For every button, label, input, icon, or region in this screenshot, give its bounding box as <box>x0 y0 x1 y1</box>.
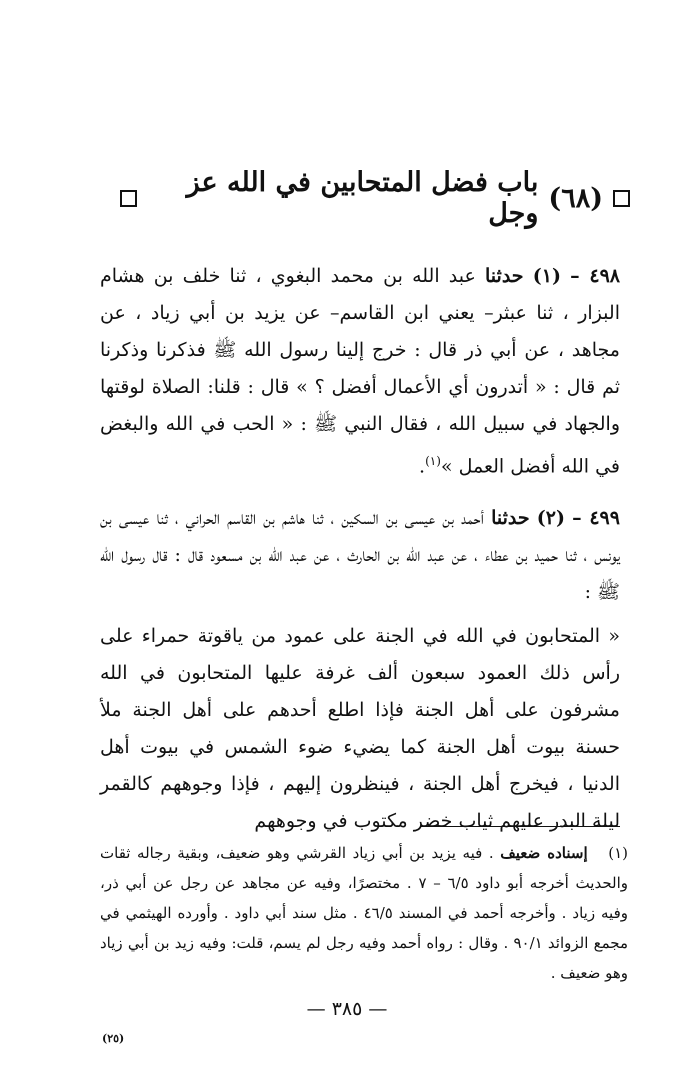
chapter-number: (٦٨) <box>548 182 603 214</box>
hadith-matn-text: « المتحابون في الله في الجنة على عمود من ياقوتة حمراء على رأس ذلك العمود سبعون ألف غرفة عليها المتحابون في الله مشرفون على أهل الجنة فإذا اطلع أحدهم على أهل الجنة ملأ حسنة بيوت أهل الجنة كما يضيء ضوء الشمس في بيوت أهل الدنيا ، فيخرج أهل الجنة ، فينظرون إليهم ، فإذا وجوههم كالقمر ليلة البدر عليهم ثياب خضر مكتوب في وجوههم <box>100 625 620 832</box>
hadith-498-paragraph <box>100 258 620 485</box>
square-ornament-left <box>120 190 137 207</box>
footnote <box>100 838 628 988</box>
hadith-subnumber: (١) <box>532 265 561 287</box>
printer-signature-mark: (٢٥) <box>102 1032 125 1045</box>
square-ornament-right <box>613 190 630 207</box>
chapter-title: باب فضل المتحابين في الله عز وجل <box>186 167 539 229</box>
hadith-text: أحمد بن عيسى بن السكين ، ثنا هاشم بن القاسم الحراني ، ثنا عيسى بن يونس ، ثنا حميد بن عطاء ، عن عبد الله بن الحارث ، عن عبد الله بن مسعود قال : قال رسول الله ﷺ : <box>100 507 620 603</box>
hadith-499-paragraph <box>100 500 620 611</box>
hadith-subnumber: (٢) <box>536 507 565 529</box>
hadith-text: عبد الله بن محمد البغوي ، ثنا خلف بن هشام البزار ، ثنا عبثر– يعني ابن القاسم– عن يزيد بن أبي زياد ، عن مجاهد ، عن أبي ذر قال : خرج إلينا رسول الله ﷺ فذكرنا وذكرنا ثم قال : « أتدرون أي الأعمال أفضل ؟ » قال : قلنا: الصلاة لوقتها والجهاد في سبيل الله ، فقال النبي ﷺ : « الحب في الله والبغض في الله أفضل العمل » <box>100 265 620 478</box>
hadith-end-mark: . <box>419 455 426 478</box>
haddathana-word: حدثنا <box>491 507 530 529</box>
haddathana-word: حدثنا <box>485 265 524 287</box>
footnote-lead: إسناده ضعيف <box>500 844 588 862</box>
hadith-number: ٤٩٨ – <box>570 265 620 287</box>
footnote-text: . فيه يزيد بن أبي زياد القرشي وهو ضعيف، وبقية رجاله ثقات والحديث أخرجه أبو داود ٦/٥ – ٧ . مختصرًا، وفيه عن مجاهد عن رجل عن أبي ذر، وفيه زياد . وأخرجه أحمد في المسند ٤٦/٥ . مثل سند أبي داود . وأورده الهيثمي في مجمع الزوائد ٩٠/١ . وقال : رواه أحمد وفيه رجل لم يسم، قلت: وفيه زيد بن أبي زياد وهو ضعيف . <box>100 844 628 982</box>
hadith-number: ٤٩٩ – <box>572 507 620 529</box>
footnote-marker: (١) <box>608 844 628 862</box>
chapter-heading <box>120 167 630 229</box>
footnote-reference: (١) <box>425 454 441 468</box>
hadith-499-matn <box>100 618 620 840</box>
footnote-divider <box>420 826 620 827</box>
page-number: — ٣٨٥ — <box>306 998 388 1020</box>
